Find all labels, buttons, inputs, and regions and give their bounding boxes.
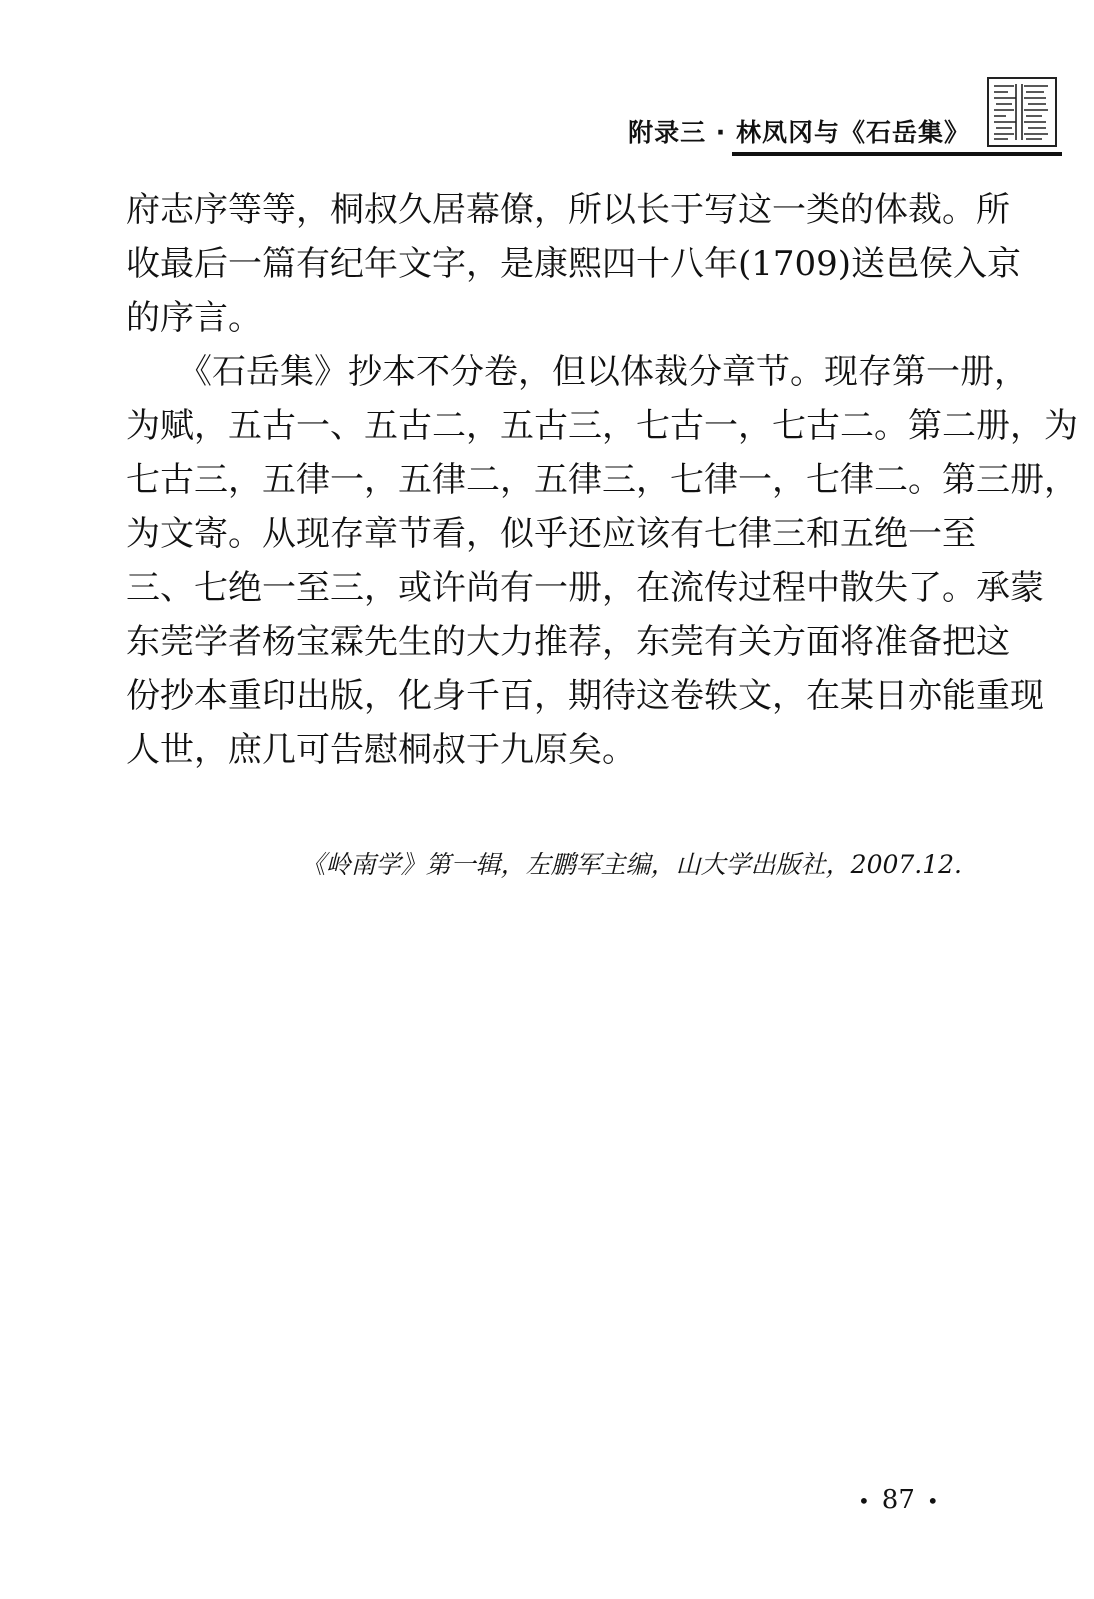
source-citation: 《岭南学》第一辑，左鹏军主编，山大学出版社，2007.12.: [300, 850, 962, 879]
page-number-value: 87: [881, 1485, 915, 1515]
text-line: 人世，庶几可告慰桐叔于九原矣。: [126, 730, 636, 770]
text-line: 为文寄。从现存章节看，似乎还应该有七律三和五绝一至: [126, 514, 976, 554]
text-line: 的序言。: [126, 298, 262, 338]
page-number: [846, 1485, 951, 1515]
bullet-icon: •: [926, 1489, 939, 1513]
text-line: 东莞学者杨宝霖先生的大力推荐，东莞有关方面将准备把这: [126, 622, 1010, 662]
bullet-icon: •: [858, 1489, 870, 1513]
running-header-title: 附录三 · 林凤冈与《石岳集》: [628, 118, 970, 147]
header-rule: [732, 152, 1062, 156]
text-line: 府志序等等，桐叔久居幕僚，所以长于写这一类的体裁。所: [126, 190, 1010, 230]
text-line: 三、七绝一至三，或许尚有一册，在流传过程中散失了。承蒙: [126, 568, 1044, 608]
text-line: 份抄本重印出版，化身千百，期待这卷轶文，在某日亦能重现: [126, 676, 1044, 716]
seal-stamp-icon: [986, 76, 1058, 148]
text-line: 收最后一篇有纪年文字，是康熙四十八年(1709)送邑侯入京: [126, 244, 1022, 284]
text-line: 《石岳集》抄本不分卷，但以体裁分章节。现存第一册，: [178, 352, 1028, 392]
body-text: [126, 183, 1078, 777]
text-line: 七古三，五律一，五律二，五律三，七律一，七律二。第三册，: [126, 460, 1078, 500]
text-line: 为赋，五古一、五古二，五古三，七古一，七古二。第二册，为: [126, 406, 1078, 446]
